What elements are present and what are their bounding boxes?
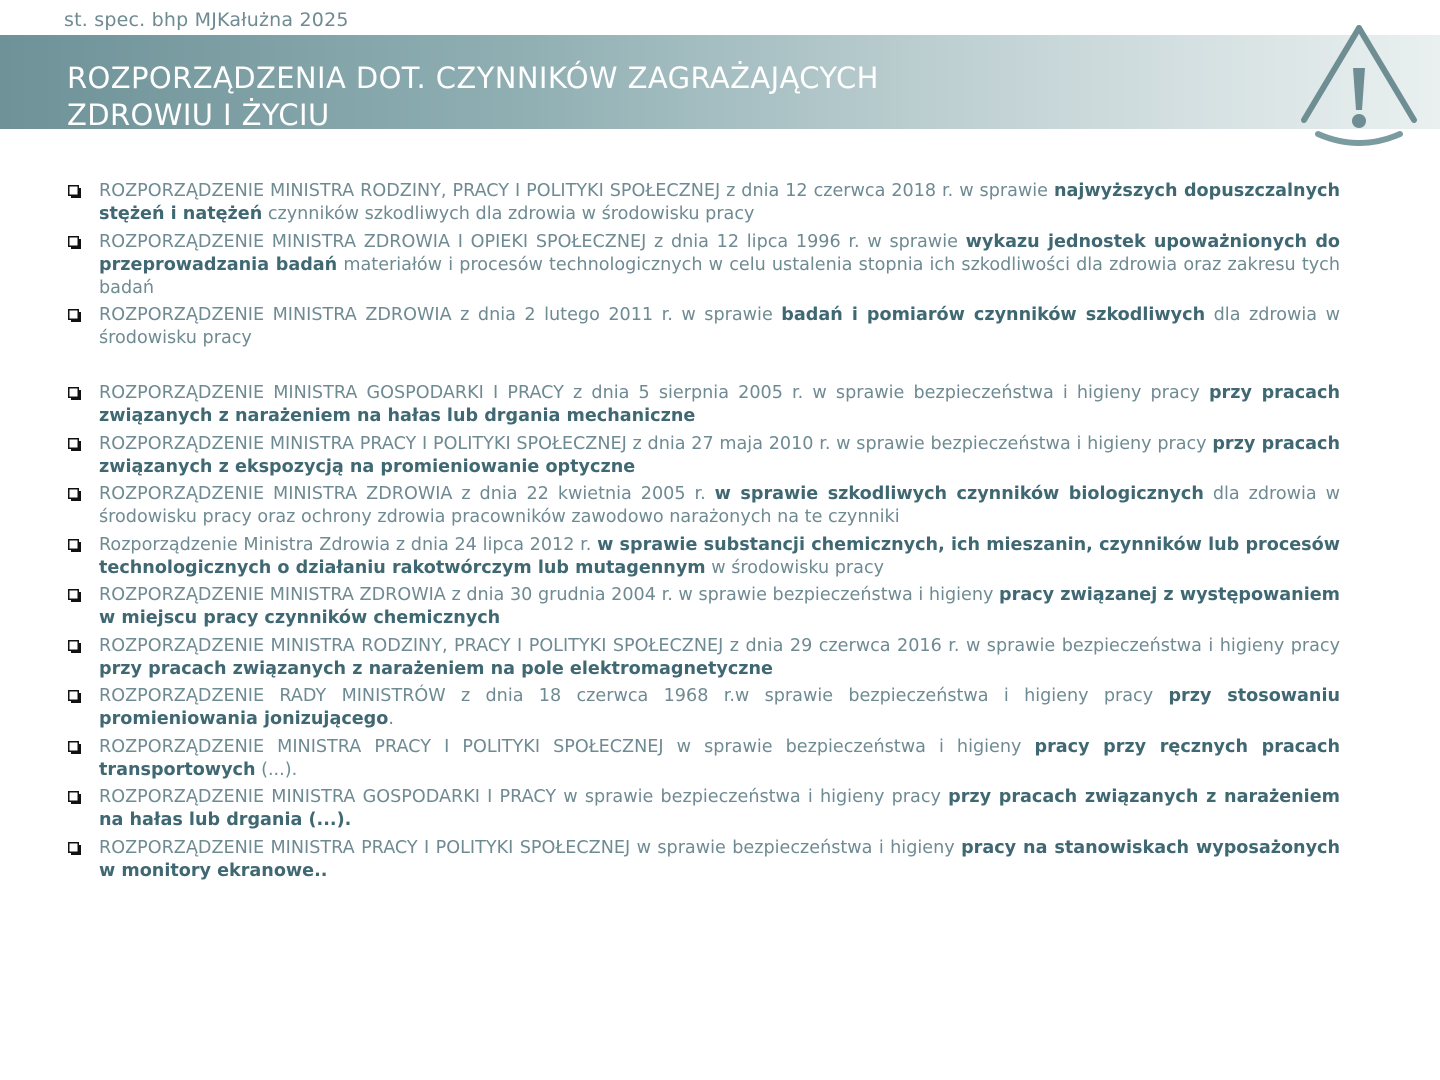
text-segment: ROZPORZĄDZENIE MINISTRA RODZINY, PRACY I POLITYKI SPOŁECZNEJ z dnia 29 czerwca 2016 r. w sprawie bezpieczeństwa i higieny pracy [99, 635, 1340, 656]
list-item [68, 786, 1340, 832]
checkbox-bullet-icon [68, 236, 81, 249]
list-item [68, 433, 1340, 479]
checkbox-bullet-icon [68, 438, 81, 451]
bold-text: najwyższych dopuszczalnych stężeń i natężeń [99, 181, 1340, 224]
text-segment: ROZPORZĄDZENIE MINISTRA PRACY I POLITYKI SPOŁECZNEJ w sprawie bezpieczeństwa i higieny [99, 837, 962, 858]
text-segment: dla zdrowia w środowisku pracy oraz ochrony zdrowia pracowników zawodowo narażonych na te czynniki [99, 484, 1341, 527]
list-item [68, 231, 1340, 300]
page-title [67, 60, 1167, 134]
bold-text: przy pracach związanych z ekspozycją na promieniowanie optyczne [99, 433, 1340, 477]
checkbox-bullet-icon [68, 741, 81, 754]
text-segment: ROZPORZĄDZENIE MINISTRA RODZINY, PRACY I POLITYKI SPOŁECZNEJ z dnia 12 czerwca 2018 r. w sprawie [99, 181, 1054, 201]
checkbox-bullet-icon [68, 640, 81, 653]
checkbox-bullet-icon [68, 309, 81, 322]
text-segment: ROZPORZĄDZENIE MINISTRA PRACY I POLITYKI SPOŁECZNEJ z dnia 27 maja 2010 r. w sprawie bezpieczeństwa i higieny pracy [99, 433, 1213, 454]
list-item [68, 736, 1340, 782]
text-segment: w środowisku pracy [705, 557, 885, 578]
list-item [68, 534, 1340, 580]
list-item [68, 584, 1340, 630]
text-segment: materiałów i procesów technologicznych w celu ustalenia stopnia ich szkodliwości dla zdrowia oraz zakresu tych badań [99, 254, 1340, 298]
page-title-line-1: ROZPORZĄDZENIA DOT. CZYNNIKÓW ZAGRAŻAJĄCYCH [67, 61, 879, 95]
checkbox-bullet-icon [68, 539, 81, 552]
list-item [68, 180, 1340, 226]
bold-text: przy stosowaniu promieniowania jonizującego [99, 686, 1341, 729]
text-segment: ROZPORZĄDZENIE MINISTRA ZDROWIA z dnia 30 grudnia 2004 r. w sprawie bezpieczeństwa i higieny [99, 585, 1000, 605]
list-item [68, 382, 1340, 428]
list-item [68, 483, 1340, 529]
bold-text: pracy przy ręcznych pracach transportowych [99, 736, 1340, 780]
text-segment: ROZPORZĄDZENIE RADY MINISTRÓW z dnia 18 czerwca 1968 r.w sprawie bezpieczeństwa i higieny pracy [99, 686, 1169, 706]
list-item [68, 304, 1340, 350]
list-item [68, 837, 1340, 883]
text-segment: ROZPORZĄDZENIE MINISTRA GOSPODARKI I PRACY w sprawie bezpieczeństwa i higieny pracy [99, 787, 949, 807]
bold-text: wykazu jednostek upoważnionych do przeprowadzania badań [99, 231, 1341, 275]
page-title-line-2: ZDROWIU I ŻYCIU [67, 98, 330, 132]
list-item [68, 635, 1340, 681]
checkbox-bullet-icon [68, 842, 81, 855]
regulations-list [68, 180, 1340, 887]
checkbox-bullet-icon [68, 791, 81, 804]
text-segment: ROZPORZĄDZENIE MINISTRA PRACY I POLITYKI SPOŁECZNEJ w sprawie bezpieczeństwa i higieny [99, 736, 1035, 757]
bold-text: przy pracach związanych z narażeniem na pole elektromagnetyczne [99, 658, 773, 679]
warning-triangle-icon [1300, 22, 1418, 146]
bold-text: w sprawie substancji chemicznych, ich mieszanin, czynników lub procesów technologicznych o działaniu rakotwórczym lub mutagennym [99, 534, 1340, 578]
bold-text: przy pracach związanych z narażeniem na hałas lub drgania mechaniczne [99, 383, 1340, 426]
author-caption: st. spec. bhp MJKałużna 2025 [64, 9, 349, 31]
text-segment: czynników szkodliwych dla zdrowia w środowisku pracy [262, 204, 755, 224]
text-segment: . [388, 709, 394, 729]
list-item [68, 685, 1340, 731]
checkbox-bullet-icon [68, 185, 81, 198]
checkbox-bullet-icon [68, 589, 81, 602]
bold-text: w sprawie szkodliwych czynników biologicznych [714, 484, 1204, 504]
text-segment: dla zdrowia w środowisku pracy [99, 305, 1340, 348]
bold-text: pracy związanej z występowaniem w miejscu pracy czynników chemicznych [99, 585, 1340, 628]
text-segment: ROZPORZĄDZENIE MINISTRA ZDROWIA I OPIEKI SPOŁECZNEJ z dnia 12 lipca 1996 r. w sprawie [99, 231, 966, 252]
text-segment: (...). [255, 759, 298, 780]
bold-text: przy pracach związanych z narażeniem na hałas lub drgania (...). [99, 787, 1340, 830]
checkbox-bullet-icon [68, 690, 81, 703]
bold-text: badań i pomiarów czynników szkodliwych [781, 305, 1206, 325]
bold-text: pracy na stanowiskach wyposażonych w monitory ekranowe.. [99, 837, 1340, 881]
text-segment: ROZPORZĄDZENIE MINISTRA ZDROWIA z dnia 22 kwietnia 2005 r. [99, 484, 715, 504]
text-segment: Rozporządzenie Ministra Zdrowia z dnia 24 lipca 2012 r. [99, 534, 598, 555]
checkbox-bullet-icon [68, 387, 81, 400]
checkbox-bullet-icon [68, 488, 81, 501]
text-segment: ROZPORZĄDZENIE MINISTRA ZDROWIA z dnia 2 lutego 2011 r. w sprawie [99, 305, 782, 325]
text-segment: ROZPORZĄDZENIE MINISTRA GOSPODARKI I PRACY z dnia 5 sierpnia 2005 r. w sprawie bezpieczeństwa i higieny pracy [99, 383, 1209, 403]
